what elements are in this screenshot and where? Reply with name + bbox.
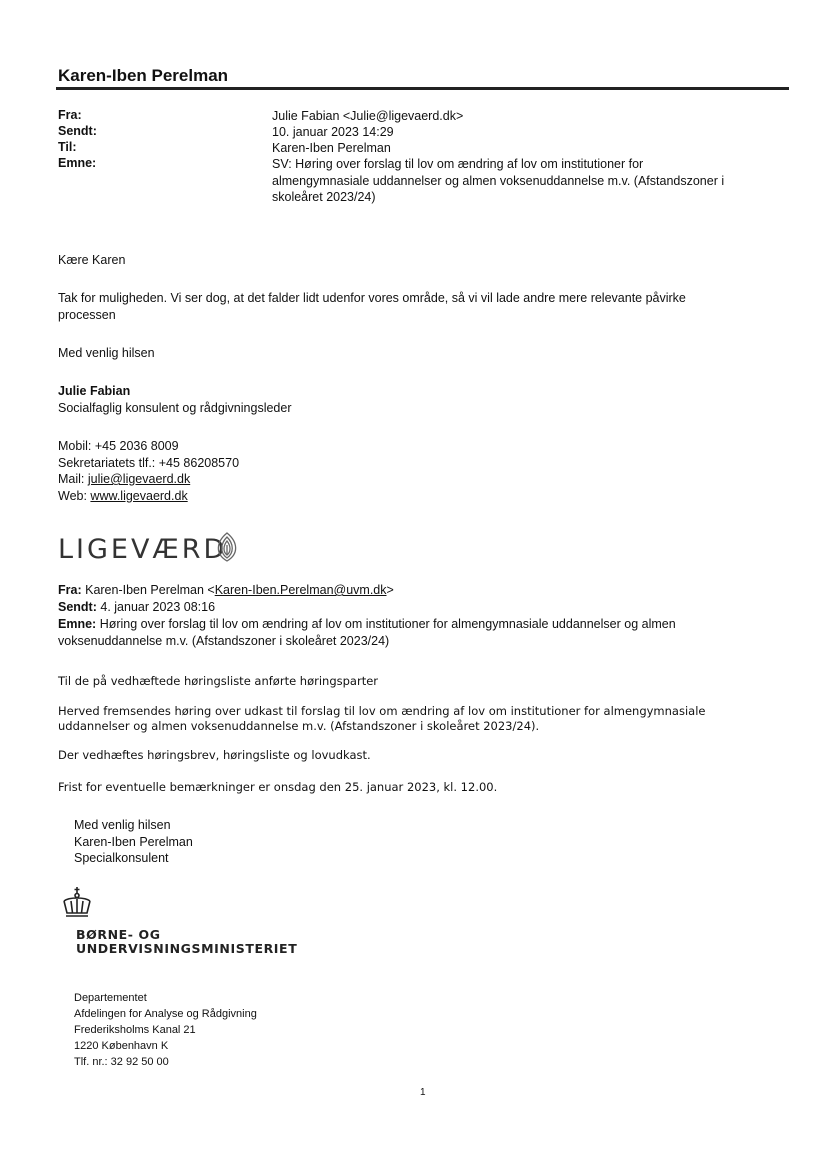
reply-para-line-2: processen [58, 307, 116, 322]
web-link[interactable]: www.ligevaerd.dk [90, 488, 188, 503]
orig-sent-label: Sendt: [58, 600, 97, 614]
signature-title: Socialfaglig konsulent og rådgivningsleder [58, 401, 292, 415]
mobile: Mobil: +45 2036 8009 [58, 439, 179, 453]
from-value[interactable]: Julie Fabian <Julie@ligevaerd.dk> [272, 109, 464, 123]
orig-from-row [58, 582, 788, 599]
to-value: Karen-Iben Perelman [272, 141, 391, 155]
ligevaerd-leaf-icon [210, 530, 244, 564]
page-number: 1 [420, 1087, 426, 1098]
orig-from-label: Fra: [58, 583, 82, 597]
reply-para-line-1: Tak for muligheden. Vi ser dog, at det falder lidt udenfor vores område, så vi vil lade andre mere relevante påvirke [58, 291, 686, 305]
subject-value [272, 156, 792, 206]
street: Frederiksholms Kanal 21 [74, 1024, 196, 1036]
orig-from-close: > [386, 583, 394, 597]
subject-line-1: SV: Høring over forslag til lov om ændring af lov om institutioner for [272, 157, 644, 171]
orig-para1-line-1: Herved fremsendes høring over udkast til forslag til lov om ændring af lov om institutioner for almengymnasiale [58, 704, 706, 718]
ministry-logo-text [76, 928, 297, 956]
orig-sig-name: Karen-Iben Perelman [74, 834, 193, 849]
to-label: Til: [58, 140, 77, 154]
crown-icon [60, 885, 94, 919]
ministry-address [74, 990, 257, 1070]
mail-link[interactable]: julie@ligevaerd.dk [87, 472, 191, 486]
ministry-line-2: UNDERVISNINGSMINISTERIET [76, 941, 298, 956]
greeting: Kære Karen [58, 253, 126, 267]
web-row [58, 488, 788, 505]
orig-from-email-link[interactable]: Karen-Iben.Perelman@uvm.dk [214, 583, 387, 597]
ministry-line-1: BØRNE- OG [76, 927, 161, 942]
phone: Tlf. nr.: 32 92 50 00 [74, 1056, 169, 1068]
orig-from-value: Karen-Iben Perelman < [85, 583, 215, 597]
orig-intro: Til de på vedhæftede høringsliste anførte høringsparter [58, 674, 379, 688]
city: 1220 København K [74, 1040, 169, 1052]
title-rule [56, 87, 789, 90]
orig-sig-title: Specialkonsulent [74, 851, 169, 865]
orig-subject-label: Emne: [58, 617, 97, 631]
division: Afdelingen for Analyse og Rådgivning [74, 1008, 257, 1020]
signature-contacts [58, 438, 788, 504]
reply-closing: Med venlig hilsen [58, 346, 155, 360]
page-title: Karen-Iben Perelman [58, 66, 229, 85]
sent-value: 10. januar 2023 14:29 [272, 125, 394, 139]
mail-row [58, 471, 788, 488]
signature-name: Julie Fabian [58, 384, 131, 398]
sent-label: Sendt: [58, 124, 97, 138]
orig-paragraph-2: Der vedhæftes høringsbrev, høringsliste og lovudkast. [58, 748, 371, 762]
orig-paragraph-3: Frist for eventuelle bemærkninger er onsdag den 25. januar 2023, kl. 12.00. [58, 780, 498, 794]
reply-paragraph [58, 290, 788, 323]
subject-line-2: almengymnasiale uddannelser og almen voksenuddannelse m.v. (Afstandszoner i [272, 173, 725, 188]
orig-closing: Med venlig hilsen [74, 818, 171, 832]
mail-label: Mail: [58, 472, 88, 486]
orig-signature [74, 817, 804, 867]
orig-sent-value: 4. januar 2023 08:16 [100, 600, 216, 614]
orig-subject-line-2: voksenuddannelse m.v. (Afstandszoner i skoleåret 2023/24) [58, 633, 390, 648]
web-label: Web: [58, 488, 91, 503]
orig-paragraph-1 [58, 704, 788, 734]
subject-line-3: skoleåret 2023/24) [272, 190, 376, 204]
orig-para1-line-2: uddannelser og almen voksenuddannelse m.v. (Afstandszoner i skoleåret 2023/24). [58, 719, 540, 733]
secretariat-phone: Sekretariatets tlf.: +45 86208570 [58, 455, 240, 470]
department: Departementet [74, 992, 147, 1004]
from-label: Fra: [58, 108, 82, 122]
orig-sent-row [58, 599, 788, 616]
orig-subject-row [58, 616, 788, 649]
ligevaerd-logo-text: LIGEVÆRD [58, 534, 228, 565]
subject-label: Emne: [58, 156, 97, 170]
orig-subject-line-1: Høring over forslag til lov om ændring af lov om institutioner for almengymnasiale uddannelser og almen [99, 617, 676, 631]
